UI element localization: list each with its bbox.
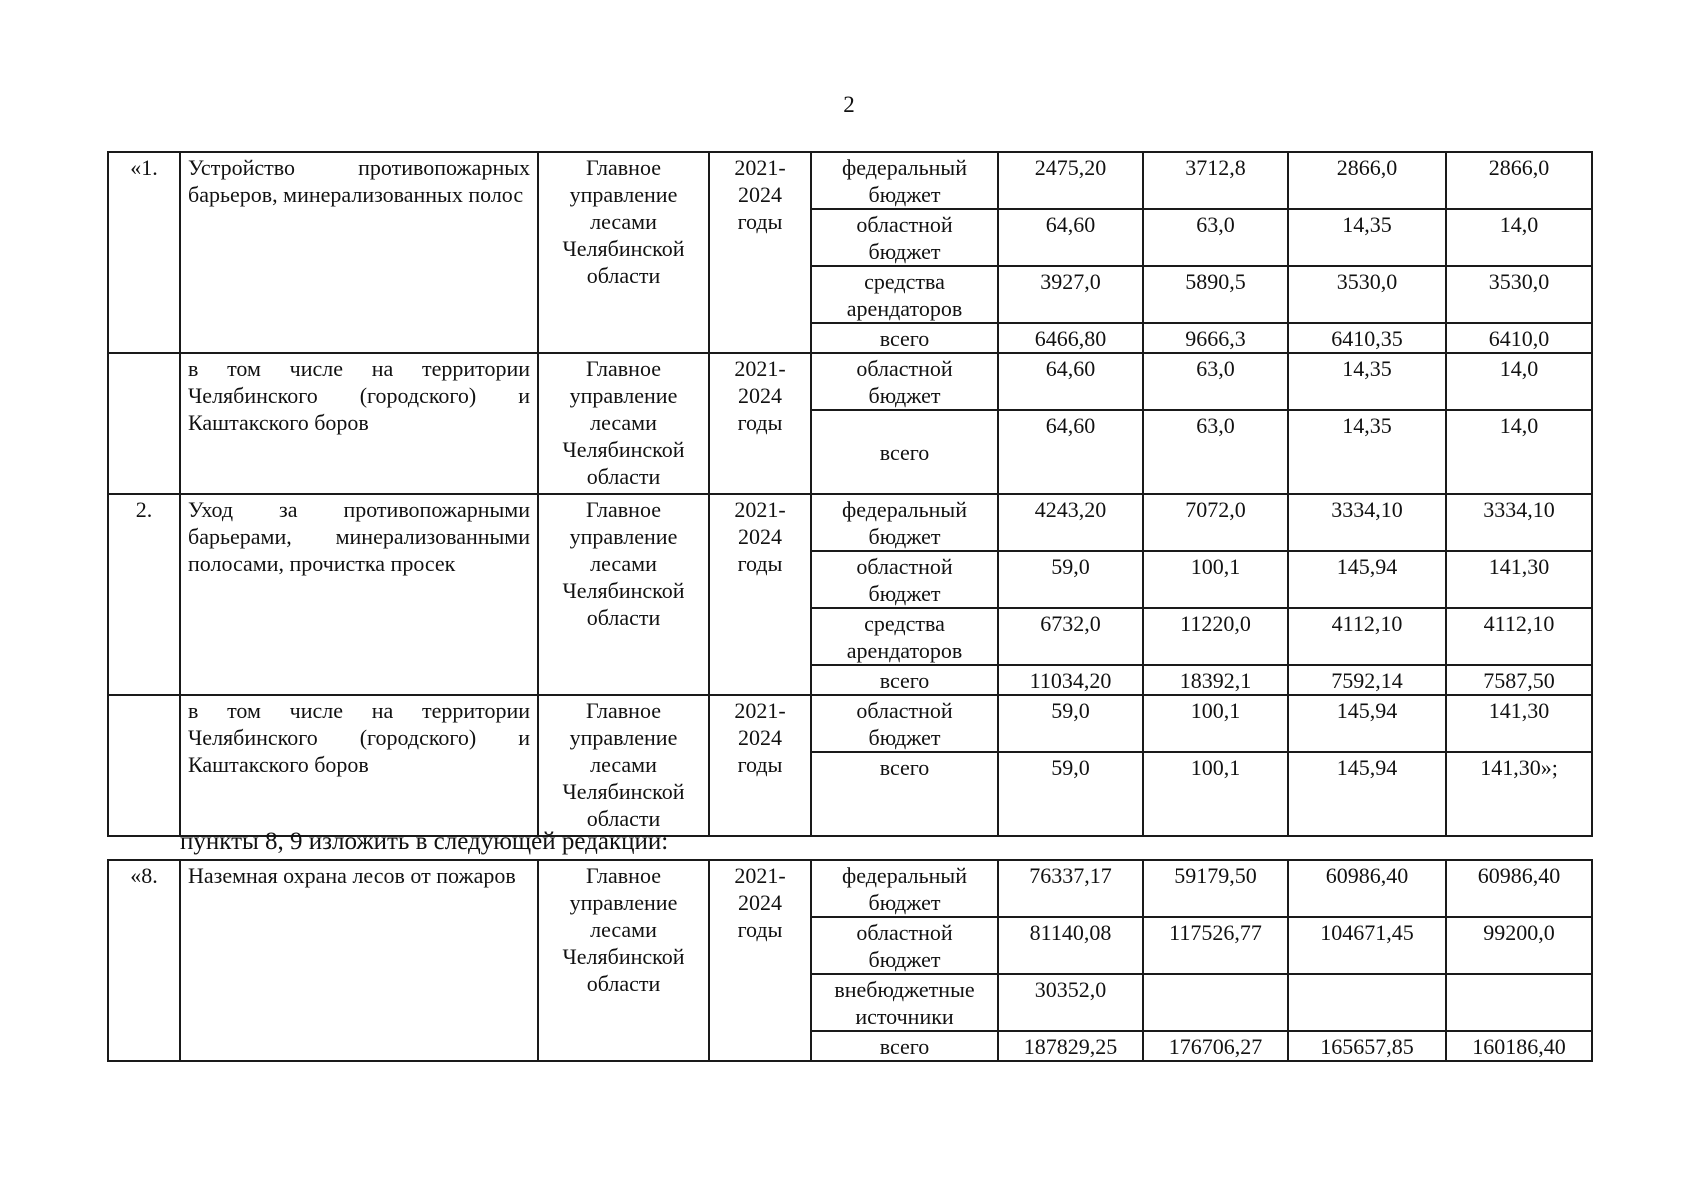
table-row (108, 860, 1592, 917)
table-row (108, 152, 1592, 209)
measure-name: Уход за противопожарными барьерами, минерализованными полосами, прочистка просек (180, 494, 538, 695)
value-cell: 76337,17 (998, 860, 1143, 917)
funding-source: федеральный бюджет (811, 152, 998, 209)
value-cell: 4243,20 (998, 494, 1143, 551)
item-number (108, 353, 180, 494)
measure-name: Устройство противопожарных барьеров, минерализованных полос (180, 152, 538, 353)
value-cell: 145,94 (1288, 695, 1446, 752)
value-cell: 14,35 (1288, 209, 1446, 266)
value-cell: 14,0 (1446, 209, 1592, 266)
measure-name: в том числе на территории Челябинского (городского) и Каштакского боров (180, 695, 538, 836)
responsible-org: Главное управление лесами Челябинской области (538, 860, 709, 1061)
funding-source: всего (811, 665, 998, 695)
funding-source: всего (811, 323, 998, 353)
period: 2021-2024 годы (709, 494, 811, 695)
funding-source: областной бюджет (811, 209, 998, 266)
value-cell (1143, 974, 1288, 1031)
value-cell: 14,35 (1288, 410, 1446, 494)
value-cell: 59,0 (998, 695, 1143, 752)
funding-source: всего (811, 1031, 998, 1061)
value-cell: 2866,0 (1288, 152, 1446, 209)
value-cell: 7072,0 (1143, 494, 1288, 551)
funding-source: средства арендаторов (811, 266, 998, 323)
value-cell: 6732,0 (998, 608, 1143, 665)
value-cell: 3712,8 (1143, 152, 1288, 209)
value-cell: 3334,10 (1288, 494, 1446, 551)
value-cell: 176706,27 (1143, 1031, 1288, 1061)
value-cell (1446, 974, 1592, 1031)
funding-source: областной бюджет (811, 917, 998, 974)
value-cell: 3530,0 (1446, 266, 1592, 323)
item-number: «8. (108, 860, 180, 1061)
value-cell: 2866,0 (1446, 152, 1592, 209)
value-cell: 104671,45 (1288, 917, 1446, 974)
funding-table-1 (107, 151, 1593, 837)
table-row (108, 494, 1592, 551)
table-row (108, 353, 1592, 410)
value-cell: 60986,40 (1446, 860, 1592, 917)
value-cell: 145,94 (1288, 551, 1446, 608)
value-cell: 99200,0 (1446, 917, 1592, 974)
period: 2021-2024 годы (709, 152, 811, 353)
period: 2021-2024 годы (709, 353, 811, 494)
funding-source: федеральный бюджет (811, 860, 998, 917)
value-cell: 64,60 (998, 209, 1143, 266)
value-cell: 64,60 (998, 353, 1143, 410)
value-cell: 165657,85 (1288, 1031, 1446, 1061)
value-cell: 3334,10 (1446, 494, 1592, 551)
funding-source: областной бюджет (811, 353, 998, 410)
funding-source: областной бюджет (811, 551, 998, 608)
value-cell: 59,0 (998, 551, 1143, 608)
value-cell: 14,0 (1446, 410, 1592, 494)
value-cell: 11034,20 (998, 665, 1143, 695)
value-cell: 100,1 (1143, 551, 1288, 608)
value-cell: 3530,0 (1288, 266, 1446, 323)
value-cell: 4112,10 (1288, 608, 1446, 665)
value-cell: 59179,50 (1143, 860, 1288, 917)
responsible-org: Главное управление лесами Челябинской области (538, 494, 709, 695)
item-number (108, 695, 180, 836)
period: 2021-2024 годы (709, 695, 811, 836)
funding-source: всего (811, 410, 998, 494)
section-caption: пункты 8, 9 изложить в следующей редакции: (180, 828, 669, 855)
table-row (108, 695, 1592, 752)
value-cell: 2475,20 (998, 152, 1143, 209)
value-cell: 81140,08 (998, 917, 1143, 974)
value-cell: 6466,80 (998, 323, 1143, 353)
value-cell: 59,0 (998, 752, 1143, 836)
value-cell: 7587,50 (1446, 665, 1592, 695)
value-cell: 7592,14 (1288, 665, 1446, 695)
funding-source: областной бюджет (811, 695, 998, 752)
value-cell: 6410,35 (1288, 323, 1446, 353)
value-cell: 63,0 (1143, 353, 1288, 410)
value-cell: 11220,0 (1143, 608, 1288, 665)
funding-source: средства арендаторов (811, 608, 998, 665)
funding-source: внебюджетные источники (811, 974, 998, 1031)
value-cell: 187829,25 (998, 1031, 1143, 1061)
value-cell: 5890,5 (1143, 266, 1288, 323)
funding-table-2 (107, 859, 1593, 1062)
value-cell: 100,1 (1143, 752, 1288, 836)
responsible-org: Главное управление лесами Челябинской области (538, 152, 709, 353)
value-cell: 4112,10 (1446, 608, 1592, 665)
responsible-org: Главное управление лесами Челябинской области (538, 353, 709, 494)
value-cell: 6410,0 (1446, 323, 1592, 353)
value-cell: 64,60 (998, 410, 1143, 494)
value-cell: 141,30 (1446, 551, 1592, 608)
value-cell: 145,94 (1288, 752, 1446, 836)
value-cell: 18392,1 (1143, 665, 1288, 695)
item-number: 2. (108, 494, 180, 695)
page-number: 2 (843, 92, 855, 117)
item-number: «1. (108, 152, 180, 353)
responsible-org: Главное управление лесами Челябинской области (538, 695, 709, 836)
value-cell: 9666,3 (1143, 323, 1288, 353)
measure-name: в том числе на территории Челябинского (городского) и Каштакского боров (180, 353, 538, 494)
value-cell: 63,0 (1143, 209, 1288, 266)
value-cell: 63,0 (1143, 410, 1288, 494)
value-cell: 141,30»; (1446, 752, 1592, 836)
value-cell: 100,1 (1143, 695, 1288, 752)
measure-name: Наземная охрана лесов от пожаров (180, 860, 538, 1061)
value-cell: 160186,40 (1446, 1031, 1592, 1061)
value-cell: 14,35 (1288, 353, 1446, 410)
value-cell: 117526,77 (1143, 917, 1288, 974)
value-cell: 3927,0 (998, 266, 1143, 323)
value-cell: 60986,40 (1288, 860, 1446, 917)
funding-source: всего (811, 752, 998, 836)
value-cell: 30352,0 (998, 974, 1143, 1031)
funding-source: федеральный бюджет (811, 494, 998, 551)
period: 2021-2024 годы (709, 860, 811, 1061)
value-cell: 14,0 (1446, 353, 1592, 410)
value-cell: 141,30 (1446, 695, 1592, 752)
value-cell (1288, 974, 1446, 1031)
